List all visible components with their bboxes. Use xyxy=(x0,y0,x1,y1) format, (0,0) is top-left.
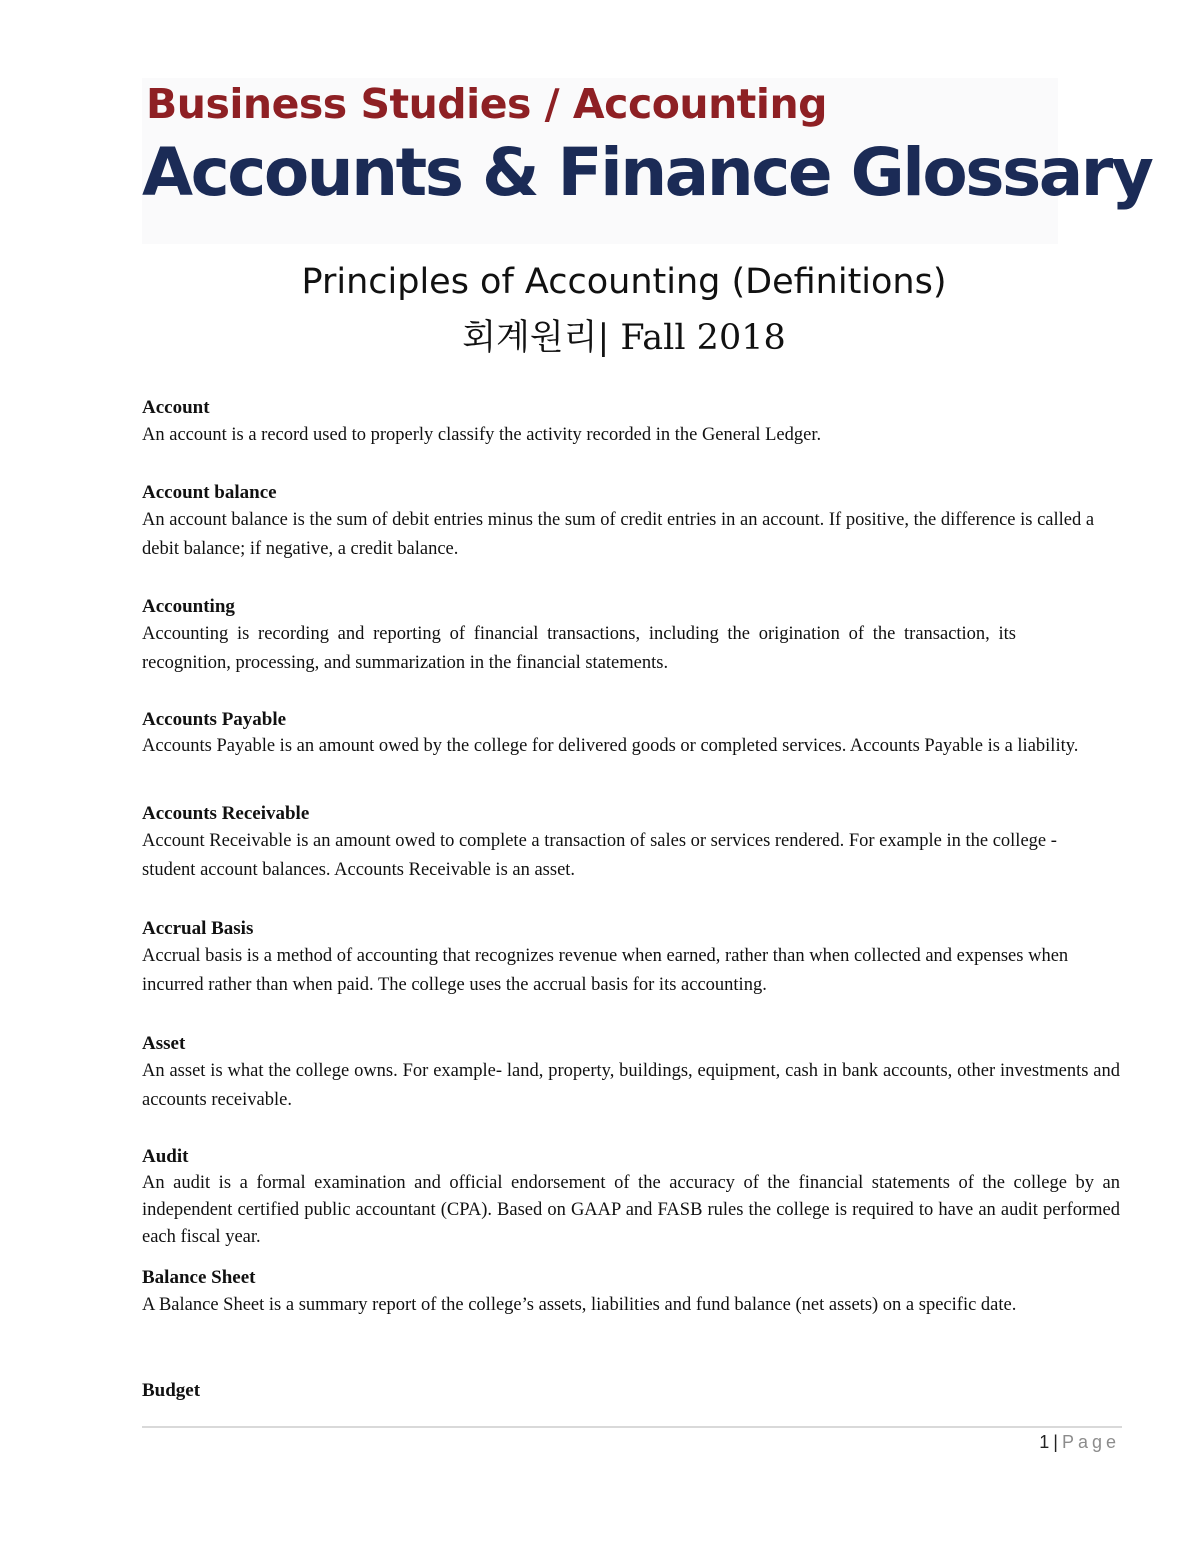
glossary-definition: Accrual basis is a method of accounting that recognizes revenue when earned, rather than when collected and expenses when incurred rather than when paid. The college uses the accrual basis for its accounting. xyxy=(142,946,1069,995)
header-banner xyxy=(142,78,1152,244)
glossary-term: Accounts Payable xyxy=(142,709,287,730)
glossary-entry-account xyxy=(142,395,1120,450)
glossary-entry-audit xyxy=(142,1144,1120,1251)
document-subtitle: 회계원리| Fall 2018 xyxy=(462,318,786,358)
page-label: Page xyxy=(1061,1432,1120,1452)
page-number: 1 xyxy=(1039,1432,1050,1452)
glossary-term: Accrual Basis xyxy=(142,918,254,939)
glossary-entry-accounts-payable xyxy=(142,707,1120,760)
banner-title: Accounts & Finance Glossary xyxy=(142,134,1152,211)
glossary-definition: An account is a record used to properly classify the activity recorded in the General Ledger. xyxy=(142,425,822,445)
glossary-term: Account xyxy=(142,397,210,418)
glossary-definition: Accounts Payable is an amount owed by the college for delivered goods or completed services. Accounts Payable is a liability. xyxy=(142,736,1079,756)
glossary-term: Audit xyxy=(142,1146,189,1167)
glossary-entry-account-balance xyxy=(142,480,1120,563)
glossary-definition: An account balance is the sum of debit entries minus the sum of credit entries in an account. If positive, the difference is called a debit balance; if negative, a credit balance. xyxy=(142,510,1095,559)
glossary-entry-balance-sheet xyxy=(142,1265,1120,1320)
glossary-definition: Accounting is recording and reporting of financial transactions, including the origination of the transaction, its recognition, processing, and summarization in the financial statements. xyxy=(142,624,1016,673)
glossary-entry-budget xyxy=(142,1378,1120,1404)
document-title: Principles of Accounting (Definitions) xyxy=(301,262,947,302)
glossary-entry-accrual-basis xyxy=(142,916,1120,999)
glossary-term: Budget xyxy=(142,1380,201,1401)
glossary-term: Accounts Receivable xyxy=(142,803,310,824)
glossary-term: Balance Sheet xyxy=(142,1267,256,1288)
glossary-term: Accounting xyxy=(142,596,235,617)
glossary-entry-accounts-receivable xyxy=(142,801,1120,884)
footer-divider xyxy=(142,1426,1122,1428)
glossary-term: Asset xyxy=(142,1033,186,1054)
glossary-entry-accounting xyxy=(142,594,1120,677)
glossary-definition: An audit is a formal examination and official endorsement of the accuracy of the financial statements of the college by an independent certified public accountant (CPA). Based on GAAP and FASB rules the college is required to have an audit performed each fiscal year. xyxy=(142,1173,1120,1247)
glossary-definition: A Balance Sheet is a summary report of the college’s assets, liabilities and fund balance (net assets) on a specific date. xyxy=(142,1295,1017,1315)
glossary-definition: Account Receivable is an amount owed to complete a transaction of sales or services rendered. For example in the college -student account balances. Accounts Receivable is an asset. xyxy=(142,831,1057,880)
page-footer xyxy=(1039,1432,1120,1453)
glossary-entry-asset xyxy=(142,1031,1120,1114)
glossary-term: Account balance xyxy=(142,482,277,503)
footer-separator: | xyxy=(1053,1432,1058,1452)
glossary-definition: An asset is what the college owns. For example- land, property, buildings, equipment, cash in bank accounts, other investments and accounts receivable. xyxy=(142,1061,1120,1110)
banner-subtitle: Business Studies / Accounting xyxy=(146,80,827,128)
